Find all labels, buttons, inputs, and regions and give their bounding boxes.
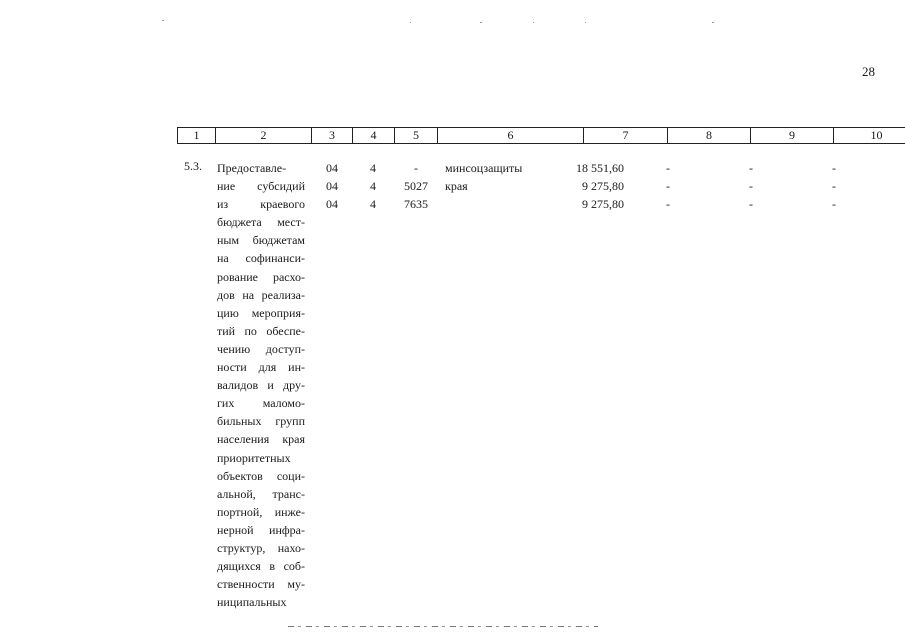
header-col-10: 10: [834, 128, 905, 144]
row-number: 5.3.: [184, 159, 202, 173]
description-line: бильных групп: [217, 414, 305, 429]
description-line: структур, нахо-: [217, 540, 305, 555]
description-line: ности для ин-: [217, 360, 305, 375]
header-col-3: 3: [312, 128, 353, 144]
description-line: нерной инфра-: [217, 522, 305, 537]
scan-artifact: [533, 22, 534, 23]
section-code: 04: [326, 179, 338, 193]
col8-value: -: [666, 161, 670, 175]
description-line: портной, инже-: [217, 504, 305, 519]
scan-artifact: [480, 22, 482, 23]
col8-value: -: [666, 197, 670, 211]
responsible-executor: минсоцзащиты: [445, 161, 523, 175]
section-code: 04: [326, 161, 338, 175]
description-line: дящихся в соб-: [217, 559, 305, 574]
header-col-1: 1: [178, 128, 216, 144]
description-line: населения края: [217, 432, 305, 447]
col9-value: -: [749, 197, 753, 211]
description-line: тий по обеспе-: [217, 323, 305, 338]
description-line: ственности му-: [217, 577, 305, 592]
col9-value: -: [749, 161, 753, 175]
subsection-code: 4: [370, 197, 376, 211]
responsible-executor: края: [445, 179, 468, 193]
description-line: альной, транс-: [217, 486, 305, 501]
header-col-5: 5: [395, 128, 438, 144]
scan-artifact: [410, 22, 411, 23]
description-line: Предоставле-: [217, 161, 287, 175]
header-col-4: 4: [353, 128, 395, 144]
description-line: ным бюджетам: [217, 233, 305, 248]
description-line: рование расхо-: [217, 269, 305, 284]
target-code: 5027: [404, 179, 428, 193]
description-line: ние субсидий: [217, 179, 305, 194]
description-line: валидов и дру-: [217, 378, 305, 393]
description-line: гих маломо-: [217, 396, 305, 411]
col10-value: -: [832, 179, 836, 193]
amount-value: 9 275,80: [582, 197, 624, 211]
column-number-header: [177, 127, 905, 144]
col8-value: -: [666, 179, 670, 193]
scan-artifact: [162, 20, 164, 21]
col10-value: -: [832, 161, 836, 175]
scan-artifact: [585, 22, 586, 23]
target-code: -: [414, 161, 418, 175]
header-col-8: 8: [668, 128, 751, 144]
header-col-9: 9: [751, 128, 834, 144]
description-line: объектов соци-: [217, 468, 305, 483]
description-line: из краевого: [217, 197, 305, 212]
target-code: 7635: [404, 197, 428, 211]
measure-description: [217, 159, 305, 611]
subsection-code: 4: [370, 179, 376, 193]
description-line: приоритетных: [217, 450, 291, 465]
header-col-7: 7: [584, 128, 668, 144]
scan-artifact-bottom: [288, 626, 598, 627]
col9-value: -: [749, 179, 753, 193]
amount-value: 18 551,60: [576, 161, 624, 175]
header-col-2: 2: [216, 128, 312, 144]
amount-value: 9 275,80: [582, 179, 624, 193]
description-line: на софинанси-: [217, 251, 305, 266]
page-number: 28: [862, 64, 875, 79]
section-code: 04: [326, 197, 338, 211]
description-line: цию мероприя-: [217, 305, 305, 320]
description-line: ниципальных: [217, 595, 287, 610]
description-line: дов на реализа-: [217, 287, 305, 302]
scan-artifact: [712, 22, 714, 23]
description-line: чению доступ-: [217, 341, 305, 356]
description-line: бюджета мест-: [217, 215, 305, 230]
col10-value: -: [832, 197, 836, 211]
header-col-6: 6: [438, 128, 584, 144]
subsection-code: 4: [370, 161, 376, 175]
